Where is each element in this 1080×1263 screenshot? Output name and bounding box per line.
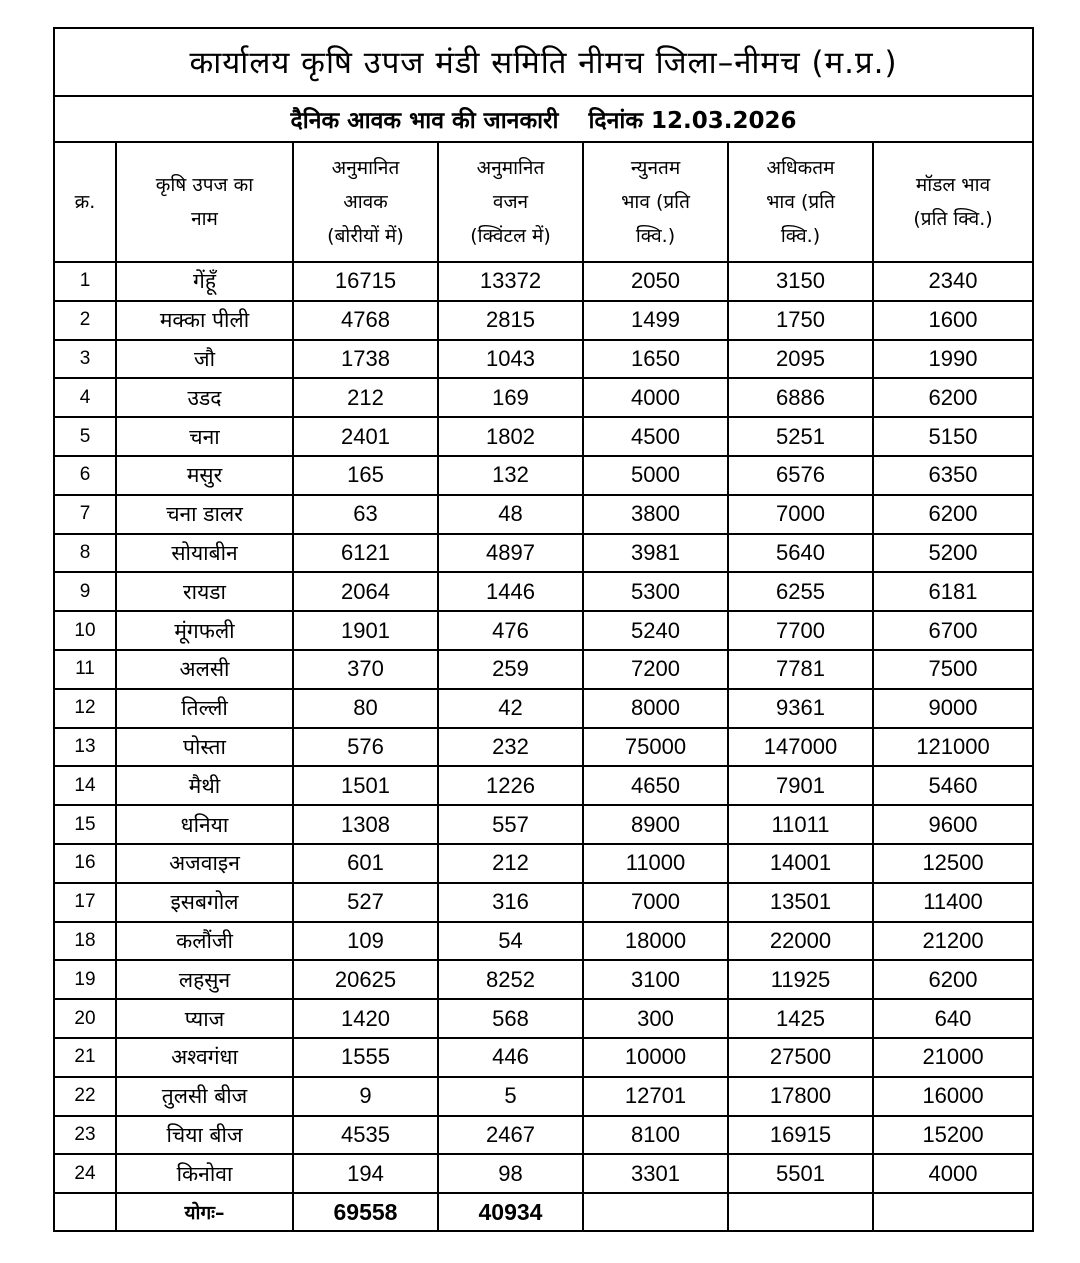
report-subtitle: [54, 96, 1033, 142]
serial-cell: 14: [54, 766, 116, 805]
modal-rate-cell: 640: [873, 999, 1033, 1038]
min-rate-cell: 75000: [583, 728, 728, 767]
serial-cell: 20: [54, 999, 116, 1038]
total-empty-cell: [54, 1193, 116, 1231]
table-row: [54, 456, 1033, 495]
max-rate-cell: 6255: [728, 572, 873, 611]
crop-name-cell: लहसुन: [116, 960, 293, 999]
crop-name-cell: अजवाइन: [116, 844, 293, 883]
serial-cell: 17: [54, 883, 116, 922]
table-row: [54, 495, 1033, 534]
table-row: [54, 378, 1033, 417]
crop-name-cell: चना डालर: [116, 495, 293, 534]
serial-cell: 5: [54, 417, 116, 456]
min-rate-cell: 8000: [583, 689, 728, 728]
col-header-bags: अनुमानित आवक (बोरीयों में): [293, 142, 438, 262]
modal-rate-cell: 15200: [873, 1116, 1033, 1155]
crop-name-cell: अलसी: [116, 650, 293, 689]
max-rate-cell: 1425: [728, 999, 873, 1038]
quintals-cell: 42: [438, 689, 583, 728]
quintals-cell: 169: [438, 378, 583, 417]
quintals-cell: 1226: [438, 766, 583, 805]
crop-name-cell: मूंगफली: [116, 611, 293, 650]
table-row: [54, 417, 1033, 456]
quintals-cell: 5: [438, 1077, 583, 1116]
quintals-cell: 1446: [438, 572, 583, 611]
table-row: [54, 922, 1033, 961]
bags-cell: 80: [293, 689, 438, 728]
modal-rate-cell: 1600: [873, 301, 1033, 340]
table-row: [54, 883, 1033, 922]
quintals-cell: 132: [438, 456, 583, 495]
min-rate-cell: 5300: [583, 572, 728, 611]
serial-cell: 24: [54, 1154, 116, 1193]
serial-cell: 15: [54, 805, 116, 844]
bags-cell: 109: [293, 922, 438, 961]
bags-cell: 9: [293, 1077, 438, 1116]
serial-cell: 4: [54, 378, 116, 417]
max-rate-cell: 7781: [728, 650, 873, 689]
report-date: 12.03.2026: [651, 108, 797, 134]
table-row: [54, 728, 1033, 767]
crop-name-cell: प्याज: [116, 999, 293, 1038]
min-rate-cell: 4650: [583, 766, 728, 805]
serial-cell: 21: [54, 1038, 116, 1077]
serial-cell: 8: [54, 534, 116, 573]
max-rate-cell: 2095: [728, 340, 873, 379]
table-row: [54, 1154, 1033, 1193]
quintals-cell: 446: [438, 1038, 583, 1077]
table-row: [54, 766, 1033, 805]
modal-rate-cell: 9000: [873, 689, 1033, 728]
serial-cell: 12: [54, 689, 116, 728]
col-header-modal-rate: मॉडल भाव (प्रति क्वि.): [873, 142, 1033, 262]
min-rate-cell: 2050: [583, 262, 728, 301]
crop-name-cell: चना: [116, 417, 293, 456]
bags-cell: 1308: [293, 805, 438, 844]
serial-cell: 16: [54, 844, 116, 883]
min-rate-cell: 1499: [583, 301, 728, 340]
quintals-cell: 4897: [438, 534, 583, 573]
report-label: दैनिक आवक भाव की जानकारी: [290, 108, 559, 134]
quintals-cell: 8252: [438, 960, 583, 999]
min-rate-cell: 8900: [583, 805, 728, 844]
serial-cell: 18: [54, 922, 116, 961]
max-rate-cell: 5251: [728, 417, 873, 456]
max-rate-cell: 7000: [728, 495, 873, 534]
modal-rate-cell: 12500: [873, 844, 1033, 883]
date-label: दिनांक: [588, 108, 643, 134]
modal-rate-cell: 11400: [873, 883, 1033, 922]
min-rate-cell: 10000: [583, 1038, 728, 1077]
max-rate-cell: 7700: [728, 611, 873, 650]
modal-rate-cell: 21000: [873, 1038, 1033, 1077]
bags-cell: 1420: [293, 999, 438, 1038]
col-header-serial: क्र.: [54, 142, 116, 262]
crop-name-cell: चिया बीज: [116, 1116, 293, 1155]
table-row: [54, 1077, 1033, 1116]
crop-name-cell: सोयाबीन: [116, 534, 293, 573]
min-rate-cell: 300: [583, 999, 728, 1038]
modal-rate-cell: 6350: [873, 456, 1033, 495]
table-row: [54, 572, 1033, 611]
table-row: [54, 805, 1033, 844]
min-rate-cell: 11000: [583, 844, 728, 883]
max-rate-cell: 5501: [728, 1154, 873, 1193]
col-header-min-rate: न्युनतम भाव (प्रति क्वि.): [583, 142, 728, 262]
bags-cell: 4535: [293, 1116, 438, 1155]
total-empty-cell: [728, 1193, 873, 1231]
table-row: [54, 650, 1033, 689]
max-rate-cell: 14001: [728, 844, 873, 883]
table-row: [54, 999, 1033, 1038]
column-header-row: [54, 142, 1033, 262]
min-rate-cell: 3800: [583, 495, 728, 534]
quintals-cell: 13372: [438, 262, 583, 301]
max-rate-cell: 7901: [728, 766, 873, 805]
bags-cell: 2064: [293, 572, 438, 611]
serial-cell: 19: [54, 960, 116, 999]
table-row: [54, 301, 1033, 340]
crop-name-cell: मसुर: [116, 456, 293, 495]
serial-cell: 3: [54, 340, 116, 379]
min-rate-cell: 3100: [583, 960, 728, 999]
min-rate-cell: 1650: [583, 340, 728, 379]
quintals-cell: 316: [438, 883, 583, 922]
max-rate-cell: 27500: [728, 1038, 873, 1077]
crop-name-cell: अश्वगंधा: [116, 1038, 293, 1077]
min-rate-cell: 7000: [583, 883, 728, 922]
max-rate-cell: 3150: [728, 262, 873, 301]
quintals-cell: 259: [438, 650, 583, 689]
min-rate-cell: 4000: [583, 378, 728, 417]
serial-cell: 9: [54, 572, 116, 611]
crop-name-cell: मक्का पीली: [116, 301, 293, 340]
quintals-cell: 2467: [438, 1116, 583, 1155]
min-rate-cell: 5240: [583, 611, 728, 650]
quintals-cell: 1043: [438, 340, 583, 379]
crop-name-cell: मैथी: [116, 766, 293, 805]
total-empty-cell: [583, 1193, 728, 1231]
bags-cell: 63: [293, 495, 438, 534]
min-rate-cell: 18000: [583, 922, 728, 961]
min-rate-cell: 3301: [583, 1154, 728, 1193]
modal-rate-cell: 1990: [873, 340, 1033, 379]
bags-cell: 212: [293, 378, 438, 417]
modal-rate-cell: 21200: [873, 922, 1033, 961]
min-rate-cell: 8100: [583, 1116, 728, 1155]
total-bags: 69558: [293, 1193, 438, 1231]
serial-cell: 6: [54, 456, 116, 495]
bags-cell: 576: [293, 728, 438, 767]
quintals-cell: 557: [438, 805, 583, 844]
max-rate-cell: 6886: [728, 378, 873, 417]
table-row: [54, 844, 1033, 883]
bags-cell: 1901: [293, 611, 438, 650]
table-row: [54, 689, 1033, 728]
crop-name-cell: रायडा: [116, 572, 293, 611]
modal-rate-cell: 5200: [873, 534, 1033, 573]
serial-cell: 22: [54, 1077, 116, 1116]
modal-rate-cell: 6200: [873, 378, 1033, 417]
serial-cell: 1: [54, 262, 116, 301]
crop-name-cell: पोस्ता: [116, 728, 293, 767]
modal-rate-cell: 121000: [873, 728, 1033, 767]
serial-cell: 11: [54, 650, 116, 689]
crop-name-cell: तुलसी बीज: [116, 1077, 293, 1116]
total-quintals: 40934: [438, 1193, 583, 1231]
bags-cell: 370: [293, 650, 438, 689]
table-row: [54, 262, 1033, 301]
table-row: [54, 534, 1033, 573]
bags-cell: 1501: [293, 766, 438, 805]
min-rate-cell: 4500: [583, 417, 728, 456]
min-rate-cell: 5000: [583, 456, 728, 495]
table-row: [54, 1038, 1033, 1077]
modal-rate-cell: 6200: [873, 495, 1033, 534]
modal-rate-cell: 9600: [873, 805, 1033, 844]
max-rate-cell: 6576: [728, 456, 873, 495]
arrival-rate-sheet: [53, 27, 1032, 1232]
max-rate-cell: 11925: [728, 960, 873, 999]
crop-name-cell: कलौंजी: [116, 922, 293, 961]
quintals-cell: 48: [438, 495, 583, 534]
bags-cell: 6121: [293, 534, 438, 573]
crop-name-cell: तिल्ली: [116, 689, 293, 728]
crop-name-cell: किनोवा: [116, 1154, 293, 1193]
bags-cell: 20625: [293, 960, 438, 999]
max-rate-cell: 22000: [728, 922, 873, 961]
serial-cell: 23: [54, 1116, 116, 1155]
modal-rate-cell: 4000: [873, 1154, 1033, 1193]
max-rate-cell: 1750: [728, 301, 873, 340]
table-row: [54, 611, 1033, 650]
modal-rate-cell: 16000: [873, 1077, 1033, 1116]
quintals-cell: 98: [438, 1154, 583, 1193]
total-empty-cell: [873, 1193, 1033, 1231]
min-rate-cell: 12701: [583, 1077, 728, 1116]
max-rate-cell: 9361: [728, 689, 873, 728]
bags-cell: 1738: [293, 340, 438, 379]
total-label: योगः–: [116, 1193, 293, 1231]
col-header-crop: कृषि उपज का नाम: [116, 142, 293, 262]
quintals-cell: 232: [438, 728, 583, 767]
min-rate-cell: 7200: [583, 650, 728, 689]
quintals-cell: 2815: [438, 301, 583, 340]
quintals-cell: 212: [438, 844, 583, 883]
bags-cell: 16715: [293, 262, 438, 301]
crop-name-cell: गेंहूँ: [116, 262, 293, 301]
table-row: [54, 960, 1033, 999]
bags-cell: 4768: [293, 301, 438, 340]
bags-cell: 2401: [293, 417, 438, 456]
crop-name-cell: इसबगोल: [116, 883, 293, 922]
serial-cell: 13: [54, 728, 116, 767]
bags-cell: 601: [293, 844, 438, 883]
serial-cell: 2: [54, 301, 116, 340]
table-row: [54, 340, 1033, 379]
max-rate-cell: 5640: [728, 534, 873, 573]
modal-rate-cell: 6200: [873, 960, 1033, 999]
max-rate-cell: 13501: [728, 883, 873, 922]
table-row: [54, 1116, 1033, 1155]
modal-rate-cell: 5150: [873, 417, 1033, 456]
quintals-cell: 54: [438, 922, 583, 961]
modal-rate-cell: 6181: [873, 572, 1033, 611]
arrival-rate-table: [53, 27, 1034, 1232]
crop-name-cell: उडद: [116, 378, 293, 417]
bags-cell: 527: [293, 883, 438, 922]
bags-cell: 1555: [293, 1038, 438, 1077]
page-title: कार्यालय कृषि उपज मंडी समिति नीमच जिला–नीमच (म.प्र.): [54, 28, 1033, 96]
quintals-cell: 568: [438, 999, 583, 1038]
serial-cell: 7: [54, 495, 116, 534]
quintals-cell: 1802: [438, 417, 583, 456]
total-row: [54, 1193, 1033, 1231]
min-rate-cell: 3981: [583, 534, 728, 573]
max-rate-cell: 147000: [728, 728, 873, 767]
crop-name-cell: जौ: [116, 340, 293, 379]
bags-cell: 194: [293, 1154, 438, 1193]
quintals-cell: 476: [438, 611, 583, 650]
max-rate-cell: 17800: [728, 1077, 873, 1116]
bags-cell: 165: [293, 456, 438, 495]
modal-rate-cell: 2340: [873, 262, 1033, 301]
modal-rate-cell: 6700: [873, 611, 1033, 650]
col-header-quintals: अनुमानित वजन (क्विंटल में): [438, 142, 583, 262]
serial-cell: 10: [54, 611, 116, 650]
modal-rate-cell: 7500: [873, 650, 1033, 689]
col-header-max-rate: अधिकतम भाव (प्रति क्वि.): [728, 142, 873, 262]
max-rate-cell: 16915: [728, 1116, 873, 1155]
modal-rate-cell: 5460: [873, 766, 1033, 805]
max-rate-cell: 11011: [728, 805, 873, 844]
crop-name-cell: धनिया: [116, 805, 293, 844]
